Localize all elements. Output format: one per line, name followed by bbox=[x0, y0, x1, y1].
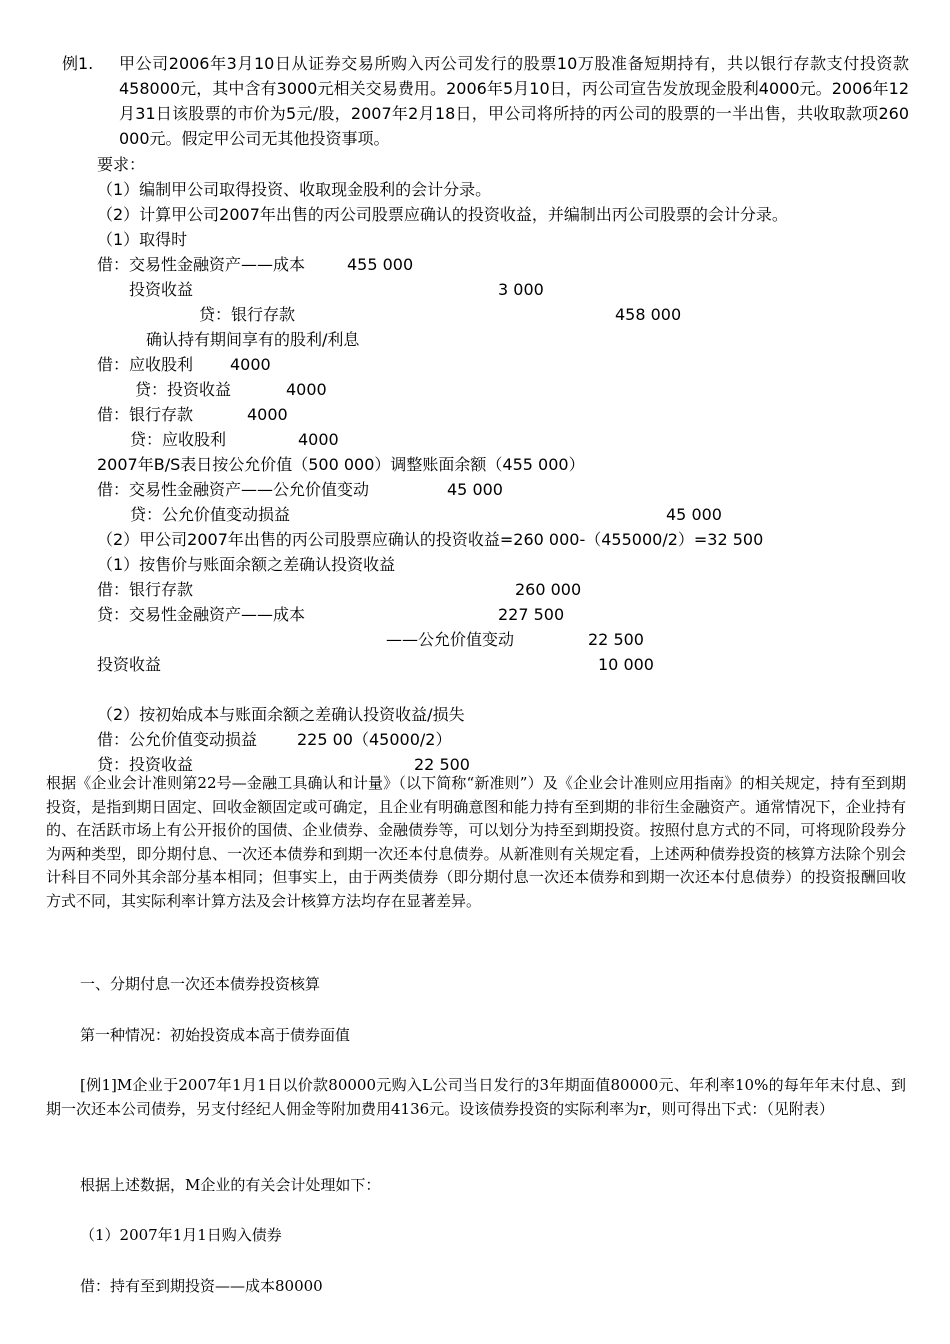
account-label: 借：交易性金融资产——公允价值变动 bbox=[97, 480, 370, 499]
step-1-purchase: （1）2007年1月1日购入债券 bbox=[80, 1226, 282, 1244]
example-body: 甲公司2006年3月10日从证券交易所购入丙公司发行的股票10万股准备短期持有，共以银行存款支付投资款458000元，其中含有3000元相关交易费用。2006年5月10日，丙公司宣告发放现金股利4000元。2006年12月31日该股票的市价为5元/股，2007年2月18日，甲公司将所持的丙公司的股票的一半出售，共收取款项260 000元。假定甲公司无其他投资事项。 bbox=[119, 54, 909, 148]
journal-entry-purchase-debit: 借：持有至到期投资——成本80000 bbox=[80, 1277, 323, 1295]
requirements-title: 要求： bbox=[97, 155, 146, 174]
amount: 10 000 bbox=[598, 655, 654, 674]
amount: 4000 bbox=[298, 430, 339, 449]
amount: 45 000 bbox=[447, 480, 503, 499]
account-label: 贷：投资收益 bbox=[135, 380, 232, 399]
account-label: 贷：应收股利 bbox=[130, 430, 227, 449]
solution-step1-title: （1）取得时 bbox=[97, 230, 188, 249]
account-label: 贷：银行存款 bbox=[199, 305, 296, 324]
account-label: 投资收益 bbox=[129, 280, 194, 299]
account-label: 投资收益 bbox=[97, 655, 162, 674]
requirement-1: （1）编制甲公司取得投资、收取现金股利的会计分录。 bbox=[97, 180, 492, 199]
case-heading: 第一种情况：初始投资成本高于债券面值 bbox=[80, 1026, 351, 1044]
amount: 225 00（45000/2） bbox=[297, 730, 452, 749]
account-label: ——公允价值变动 bbox=[386, 630, 515, 649]
article-intro-paragraph: 根据《企业会计准则第22号—金融工具确认和计量》（以下简称“新准则”）及《企业会计准则应用指南》的相关规定，持有至到期投资，是指到期日固定、回收金额固定或可确定，且企业有明确意图和能力持有至到期的非衍生金融资产。通常情况下，企业持有的、在活跃市场上有公开报价的国债、企业债券、金融债券等，可以划分为持至到期投资。按照付息方式的不同，可将现阶段券分为两种类型，即分期付息、一次还本债券和到期一次还本付息债券。从新准则有关规定看，上述两种债券投资的核算方法除个别会计科目不同外其余部分基本相同；但事实上，由于两类债券（即分期付息一次还本债券和到期一次还本付息债券）的投资报酬回收方式不同，其实际利率计算方法及会计核算方法均存在显著差异。 bbox=[46, 774, 906, 910]
account-label: 贷：公允价值变动损益 bbox=[130, 505, 291, 524]
dividend-recognition-title: 确认持有期间享有的股利/利息 bbox=[146, 330, 360, 349]
account-label: 贷：交易性金融资产——成本 bbox=[97, 605, 306, 624]
amount: 22 500 bbox=[414, 755, 470, 774]
example-label: 例1. bbox=[62, 54, 94, 73]
solution-step2b-title: （2）按初始成本与账面余额之差确认投资收益/损失 bbox=[97, 705, 465, 724]
amount: 22 500 bbox=[588, 630, 644, 649]
section-heading: 一、分期付息一次还本债券投资核算 bbox=[80, 975, 321, 993]
balance-sheet-adjustment: 2007年B/S表日按公允价值（500 000）调整账面余额（455 000） bbox=[97, 455, 585, 474]
amount: 45 000 bbox=[666, 505, 722, 524]
solution-step2a-title: （1）按售价与账面余额之差确认投资收益 bbox=[97, 555, 396, 574]
example-1-paragraph: [例1]M企业于2007年1月1日以价款80000元购入L公司当日发行的3年期面值80000元、年利率10%的每年年末付息、到期一次还本公司债券，另支付经纪人佣金等附加费用4136元。设该债券投资的实际利率为r，则可得出下式：（见附表） bbox=[46, 1076, 906, 1118]
amount: 455 000 bbox=[347, 255, 414, 274]
amount: 227 500 bbox=[498, 605, 565, 624]
amount: 458 000 bbox=[615, 305, 682, 324]
account-label: 借：交易性金融资产——成本 bbox=[97, 255, 306, 274]
amount: 3 000 bbox=[498, 280, 544, 299]
investment-income-calculation: （2）甲公司2007年出售的丙公司股票应确认的投资收益=260 000-（455000/2）=32 500 bbox=[97, 530, 764, 549]
account-label: 借：银行存款 bbox=[97, 580, 194, 599]
requirement-2: （2）计算甲公司2007年出售的丙公司股票应确认的投资收益，并编制出丙公司股票的会计分录。 bbox=[97, 205, 788, 224]
accounting-treatment-intro: 根据上述数据，M企业的有关会计处理如下： bbox=[80, 1176, 381, 1194]
amount: 4000 bbox=[230, 355, 271, 374]
account-label: 借：应收股利 bbox=[97, 355, 194, 374]
account-label: 借：银行存款 bbox=[97, 405, 194, 424]
account-label: 借：公允价值变动损益 bbox=[97, 730, 258, 749]
account-label: 贷：投资收益 bbox=[97, 755, 194, 774]
amount: 4000 bbox=[247, 405, 288, 424]
amount: 260 000 bbox=[515, 580, 582, 599]
amount: 4000 bbox=[286, 380, 327, 399]
